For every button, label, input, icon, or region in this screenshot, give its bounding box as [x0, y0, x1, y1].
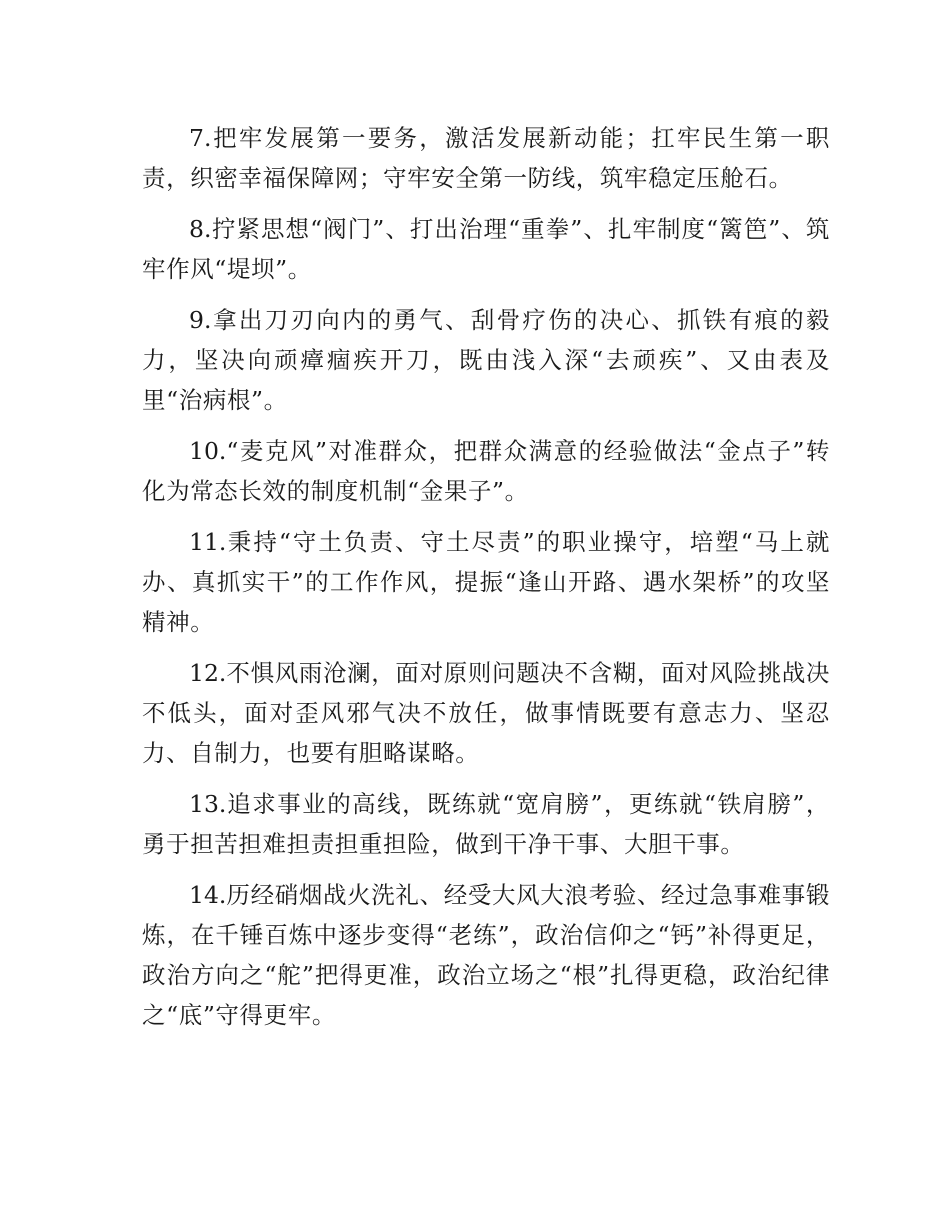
- paragraph-text: 历经硝烟战火洗礼、经受大风大浪考验、经过急事难事锻炼，在千锤百炼中逐步变得“老练”，政治信仰之“钙”补得更足，政治方向之“舵”把得更准，政治立场之“根”扎得更稳，政治纪律之“底”守得更牢。: [142, 881, 830, 1029]
- paragraph-number: 9.: [189, 306, 212, 334]
- document-page: [142, 118, 830, 1046]
- paragraph-number: 7.: [189, 124, 212, 152]
- paragraph-number: 13.: [189, 790, 227, 818]
- paragraph-13: [142, 784, 830, 864]
- paragraph-text: 拧紧思想“阀门”、打出治理“重拳”、扎牢制度“篱笆”、筑牢作风“堤坝”。: [142, 215, 830, 283]
- paragraph-10: [142, 431, 830, 511]
- paragraph-text: 追求事业的高线，既练就“宽肩膀”，更练就“铁肩膀”，勇于担苦担难担责担重担险，做到干净干事、大胆干事。: [142, 790, 830, 858]
- paragraph-number: 14.: [189, 881, 227, 909]
- paragraph-text: 秉持“守土负责、守土尽责”的职业操守，培塑“马上就办、真抓实干”的工作作风，提振“逢山开路、遇水架桥”的攻坚精神。: [142, 528, 830, 636]
- paragraph-number: 10.: [189, 437, 227, 465]
- paragraph-9: [142, 300, 830, 420]
- paragraph-7: [142, 118, 830, 198]
- paragraph-text: 不惧风雨沧澜，面对原则问题决不含糊，面对风险挑战决不低头，面对歪风邪气决不放任，做事情既要有意志力、坚忍力、自制力，也要有胆略谋略。: [142, 659, 830, 767]
- paragraph-text: 把牢发展第一要务，激活发展新动能；扛牢民生第一职责，织密幸福保障网；守牢安全第一防线，筑牢稳定压舱石。: [142, 124, 830, 192]
- paragraph-number: 8.: [189, 215, 212, 243]
- paragraph-11: [142, 522, 830, 642]
- paragraph-8: [142, 209, 830, 289]
- paragraph-text: “麦克风”对准群众，把群众满意的经验做法“金点子”转化为常态长效的制度机制“金果子”。: [142, 437, 830, 505]
- paragraph-14: [142, 875, 830, 1035]
- paragraph-12: [142, 653, 830, 773]
- paragraph-number: 11.: [189, 528, 227, 556]
- paragraph-text: 拿出刀刃向内的勇气、刮骨疗伤的决心、抓铁有痕的毅力，坚决向顽瘴痼疾开刀，既由浅入深“去顽疾”、又由表及里“治病根”。: [142, 306, 830, 414]
- paragraph-number: 12.: [189, 659, 227, 687]
